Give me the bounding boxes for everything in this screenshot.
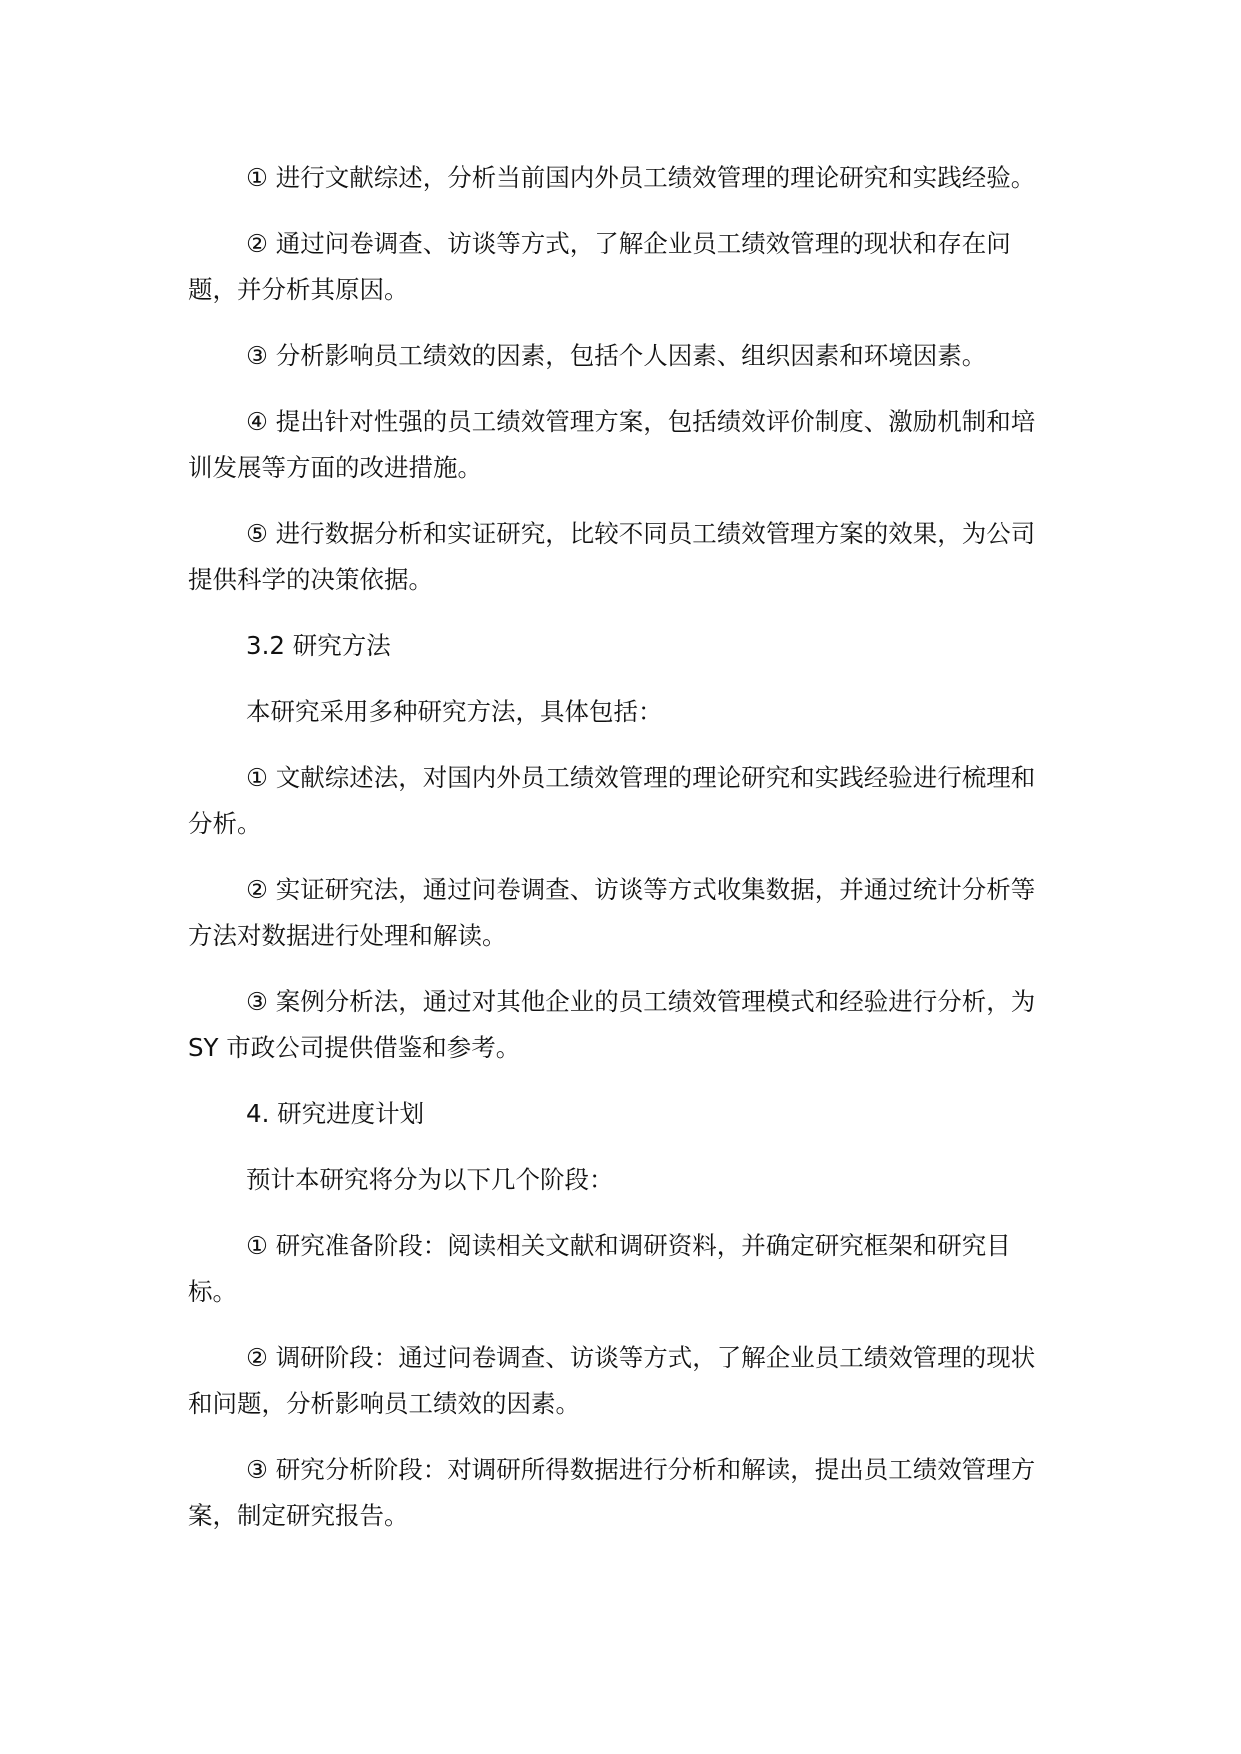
paragraph-method-2: ② 实证研究法，通过问卷调查、访谈等方式收集数据，并通过统计分析等方法对数据进行处理和解读。: [188, 875, 1036, 950]
paragraph-research-content-3: ③ 分析影响员工绩效的因素，包括个人因素、组织因素和环境因素。: [246, 341, 987, 370]
paragraph-methods-intro: 本研究采用多种研究方法，具体包括：: [246, 697, 663, 726]
paragraph-stage-3: ③ 研究分析阶段：对调研所得数据进行分析和解读，提出员工绩效管理方案，制定研究报告。: [188, 1455, 1036, 1530]
paragraph-schedule-intro: 预计本研究将分为以下几个阶段：: [246, 1165, 614, 1194]
paragraph-research-content-2: ② 通过问卷调查、访谈等方式，了解企业员工绩效管理的现状和存在问题，并分析其原因。: [188, 229, 1011, 304]
paragraph-research-content-1: ① 进行文献综述，分析当前国内外员工绩效管理的理论研究和实践经验。: [246, 163, 1036, 192]
paragraph-method-1: ① 文献综述法，对国内外员工绩效管理的理论研究和实践经验进行梳理和分析。: [188, 763, 1036, 838]
section-heading-schedule: 4. 研究进度计划: [246, 1099, 425, 1128]
paragraph-research-content-4: ④ 提出针对性强的员工绩效管理方案，包括绩效评价制度、激励机制和培训发展等方面的改进措施。: [188, 407, 1036, 482]
paragraph-research-content-5: ⑤ 进行数据分析和实证研究，比较不同员工绩效管理方案的效果，为公司提供科学的决策依据。: [188, 519, 1036, 594]
paragraph-stage-2: ② 调研阶段：通过问卷调查、访谈等方式，了解企业员工绩效管理的现状和问题，分析影响员工绩效的因素。: [188, 1343, 1036, 1418]
paragraph-method-3: ③ 案例分析法，通过对其他企业的员工绩效管理模式和经验进行分析，为 SY 市政公司提供借鉴和参考。: [188, 987, 1036, 1062]
paragraph-stage-1: ① 研究准备阶段：阅读相关文献和调研资料，并确定研究框架和研究目标。: [188, 1231, 1011, 1306]
section-heading-research-methods: 3.2 研究方法: [246, 631, 391, 660]
document-body: [188, 155, 1048, 1559]
